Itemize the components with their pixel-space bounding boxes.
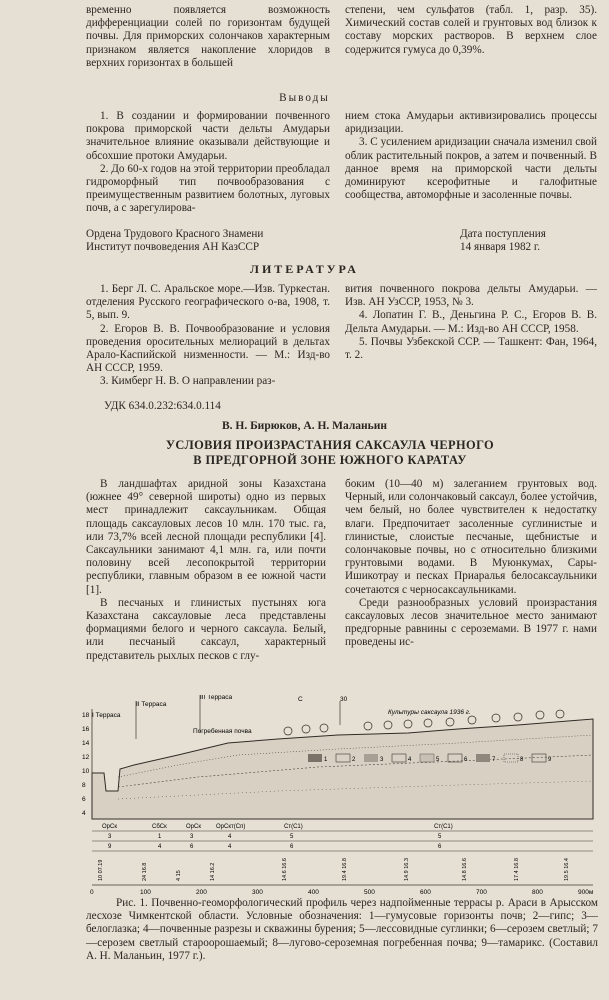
- legend-number: 8: [520, 757, 524, 763]
- conclusions-left-column: [86, 110, 330, 216]
- y-tick: 4: [82, 810, 86, 817]
- figure-30-label: 30: [340, 696, 348, 703]
- x-tick: 100: [140, 889, 151, 895]
- reference-5: 5. Почвы Узбекской ССР. — Ташкент: Фан, 1964, т. 2.: [345, 335, 597, 362]
- bottom-code: 14.9 16.3: [404, 858, 410, 881]
- bottom-code: 4 15: [176, 870, 182, 881]
- bottom-code: 19.4 16.8: [342, 858, 348, 881]
- legend-number: 7: [492, 757, 496, 763]
- legend-number: 3: [380, 757, 384, 763]
- top-left-paragraph: временно появляется возможность дифференциации солей по горизонтам будущей почвы. Для приморских солончаков характерным признаком является накопление хлоридов в верхних горизонтах в большей: [86, 4, 330, 69]
- legend-number: 1: [324, 757, 328, 763]
- soil-number-cell: 4: [158, 844, 162, 850]
- x-tick: 200: [196, 889, 207, 895]
- literature-right-column: [345, 283, 597, 362]
- legend-swatch: [308, 754, 322, 762]
- x-ticks: [90, 889, 594, 895]
- tree-icon: [556, 710, 564, 718]
- reference-3: 3. Кимберг Н. В. О направлении раз-: [100, 375, 276, 388]
- tree-icon: [302, 725, 310, 733]
- y-tick: 14: [82, 740, 90, 747]
- institution-line-1: Ордена Трудового Красного Знамени: [86, 228, 264, 240]
- conclusions-heading: Выводы: [279, 92, 330, 104]
- x-tick: 0: [90, 889, 94, 895]
- x-tick: 600: [420, 889, 431, 895]
- soil-type-cell: Ст(С1): [284, 824, 303, 830]
- article-paragraph-3: Среди разнообразных условий произрастания саксауловых лесов значительное место занимают предгорные равнины с сероземами. В 1977 г. нами проведены ис-: [345, 596, 597, 649]
- x-tick: 800: [532, 889, 543, 895]
- article-title: [150, 438, 510, 467]
- bottom-codes: [98, 858, 570, 881]
- soil-table-row-2: [108, 834, 442, 840]
- x-tick: 500: [364, 889, 375, 895]
- conclusion-paragraph-3: 3. С усилением аридизации сначала изменил свой облик растительный покров, а затем и почвенный. В данное время на приморской части дельты доминируют ксерофитные и галофитные сообщества, автоморфные и засоленные почвы.: [345, 136, 597, 202]
- soil-table-row-3: [108, 844, 442, 850]
- conclusions-right-column: [345, 110, 597, 202]
- x-tick: 700: [476, 889, 487, 895]
- tree-icon: [468, 716, 476, 724]
- tree-icon: [424, 719, 432, 727]
- top-right-column: [345, 4, 597, 57]
- soil-profile-figure: [78, 695, 603, 895]
- soil-number-cell: 5: [290, 834, 294, 840]
- conclusion-paragraph-2: 2. До 60-х годов на этой территории преобладал гидроморфный тип почвообразования с преимущественным развитием болотных, луговых почв, а с зарегулирова-: [86, 162, 330, 215]
- legend-number: 6: [464, 757, 468, 763]
- article-paragraph-1: В ландшафтах аридной зоны Казахстана (южнее 49° северной широты) одно из первых мест принадлежит саксаульникам. Общая площадь саксауловых лесов 10 млн. 170 тыс. га, или 73,7% всей лесной площади республики [4]. Саксаульники занимают 4,1 млн. га, или почти половину всей лесопокрытой территории республики, главным образом в ее южной части [1].: [86, 478, 326, 596]
- figure-c-label: С: [298, 696, 303, 703]
- soil-type-cell: OpСк: [186, 824, 201, 830]
- tree-icon: [514, 713, 522, 721]
- literature-heading: ЛИТЕРАТУРА: [250, 262, 359, 276]
- tree-icon: [404, 720, 412, 728]
- soil-table-grid: [92, 819, 593, 851]
- y-tick: 18: [82, 712, 90, 719]
- tree-icon: [364, 722, 372, 730]
- received-date-block: [460, 228, 600, 254]
- institution-line-2: Институт почвоведения АН КазССР: [86, 241, 260, 254]
- tree-icon: [492, 714, 500, 722]
- institution-block: [86, 228, 346, 254]
- y-ticks: [82, 712, 90, 817]
- article-left-column: [86, 478, 326, 663]
- ground-profile: [92, 719, 593, 819]
- bottom-code: 10 07.19: [98, 859, 104, 881]
- x-tick: 300: [252, 889, 263, 895]
- reference-4: 4. Лопатин Г. В., Деньгина Р. С., Егоров В. В. Дельта Амударьи. — М.: Изд-во АН СССР, 1958.: [345, 309, 597, 335]
- conclusion-paragraph-1: 1. В создании и формировании почвенного покрова приморской части дельты Амударьи значительное влияние оказывали действующие и обсохшие протоки Амударьи.: [86, 110, 330, 162]
- y-tick: 16: [82, 726, 90, 733]
- legend-swatch: [364, 754, 378, 762]
- terrace-2-label: II Терраса: [136, 701, 167, 708]
- top-left-column: [86, 4, 330, 70]
- article-paragraph-2: В песчаных и глинистых пустынях юга Казахстана саксауловые леса представлены формациями белого и черного саксаула. Белый, или песчаный саксаул, характерный представитель рыхлых песков с глу-: [86, 596, 326, 662]
- bottom-code: 24 16.8: [142, 862, 148, 881]
- legend-swatch: [476, 754, 490, 762]
- legend-number: 2: [352, 757, 356, 763]
- tree-icon: [536, 711, 544, 719]
- y-tick: 8: [82, 782, 86, 789]
- terrace-3-label: III Терраса: [200, 695, 233, 701]
- article-paragraph-2-cont: боким (10—40 м) залеганием грунтовых вод. Черный, или солончаковый саксаул, более устойчив, чем белый, но более чувствителен к недостатку влаги. Предпочитает засоленные суглинистые и глинистые, слоистые песчаные, щебнистые и солончаковые почвы, но с относительно близкими грунтовыми водами. В Муюнкумах, Сары-Ишикотрау и песках Приаралья белосаксаульники сочетаются с черносаксаульниками.: [345, 478, 597, 596]
- soil-number-cell: 1: [158, 834, 162, 840]
- tree-icon: [320, 724, 328, 732]
- y-tick: 10: [82, 768, 90, 775]
- soil-type-cell: OpCк: [102, 824, 117, 830]
- tree-icon: [284, 727, 292, 735]
- soil-number-cell: 4: [228, 844, 232, 850]
- soil-type-cell: OpСкт(Сп): [216, 824, 246, 830]
- y-tick: 6: [82, 796, 86, 803]
- article-right-column: [345, 478, 597, 650]
- udk-code: УДК 634.0.232:634.0.114: [104, 400, 221, 412]
- conclusion-paragraph-2-cont: нием стока Амударьи активизировались процессы аридизации.: [345, 110, 597, 136]
- article-title-line-2: В ПРЕДГОРНОЙ ЗОНЕ ЮЖНОГО КАРАТАУ: [193, 452, 467, 467]
- received-date-label: Дата поступления: [460, 228, 546, 240]
- legend-number: 9: [548, 757, 552, 763]
- bottom-code: 17.4 16.8: [514, 858, 520, 881]
- bottom-code: 14 16.2: [210, 862, 216, 881]
- soil-number-cell: 4: [228, 834, 232, 840]
- legend-number: 5: [436, 757, 440, 763]
- y-tick: 12: [82, 754, 90, 761]
- legend-swatch: [420, 754, 434, 762]
- reference-1: 1. Берг Л. С. Аральское море.—Изв. Туркестан. отделения Русского географического о-ва, 1908, т. 5, вып. 9.: [86, 283, 330, 322]
- bottom-code: 19.5 16.4: [564, 858, 570, 881]
- soil-number-cell: 9: [108, 844, 112, 850]
- tree-icon: [384, 721, 392, 729]
- soil-table-row-1: [102, 824, 453, 830]
- terrace-1-label: I Терраса: [92, 712, 121, 719]
- soil-number-cell: 6: [290, 844, 294, 850]
- literature-left-column: [86, 283, 330, 389]
- article-authors: В. Н. Бирюков, А. Н. Маланьин: [221, 420, 388, 432]
- top-right-paragraph: степени, чем сульфатов (табл. 1, разр. 35). Химический состав солей и грунтовых вод близок к составу морских растворов. В верхнем слое содержится гумуса до 0,39%.: [345, 4, 597, 56]
- soil-number-cell: 3: [108, 834, 112, 840]
- figure-caption: [86, 897, 598, 963]
- x-tick: 400: [308, 889, 319, 895]
- soil-number-cell: 6: [190, 844, 194, 850]
- x-tick: 900м: [578, 889, 594, 895]
- article-title-line-1: УСЛОВИЯ ПРОИЗРАСТАНИЯ САКСАУЛА ЧЕРНОГО: [165, 438, 495, 452]
- soil-type-cell: СбСк: [152, 824, 167, 830]
- reference-3-cont: вития почвенного покрова дельты Амударьи. — Изв. АН УзССР, 1953, № 3.: [345, 283, 597, 309]
- soil-number-cell: 3: [190, 834, 194, 840]
- legend-number: 4: [408, 757, 412, 763]
- soil-number-cell: 5: [438, 834, 442, 840]
- reference-2: 2. Егоров В. В. Почвообразование и условия проведения оросительных мелиораций в дельтах Арало-Каспийской низменности. — М.: Изд-во АН СССР, 1959.: [86, 322, 330, 375]
- saxaul-culture-label: Культуры саксаула 1936 г.: [388, 709, 471, 716]
- bottom-code: 14.6 16.6: [282, 858, 288, 881]
- soil-type-cell: Ст(С1): [434, 824, 453, 830]
- figure-caption-text: Рис. 1. Почвенно-геоморфологический профиль через надпойменные террасы р. Араси в Арысском лесхозе Чимкентской области. Условные обозначения: 1—гумусовые горизонты почв; 2—гипс; 3—белоглазка; 4—почвенные разрезы и скважины бурения; 5—лессовидные суглинки; 6—серозем светлый; 7—серозем светлый староорошаемый; 8—лугово-сероземная погребенная почва; 9—тамарикс. (Составил А. Н. Маланьин, 1977 г.).: [86, 897, 598, 962]
- tree-icon: [446, 718, 454, 726]
- soil-number-cell: 6: [438, 844, 442, 850]
- bottom-code: 14.8 16.6: [462, 858, 468, 881]
- buried-soil-label: Погребенная почва: [193, 728, 252, 735]
- received-date-value: 14 января 1982 г.: [460, 241, 541, 254]
